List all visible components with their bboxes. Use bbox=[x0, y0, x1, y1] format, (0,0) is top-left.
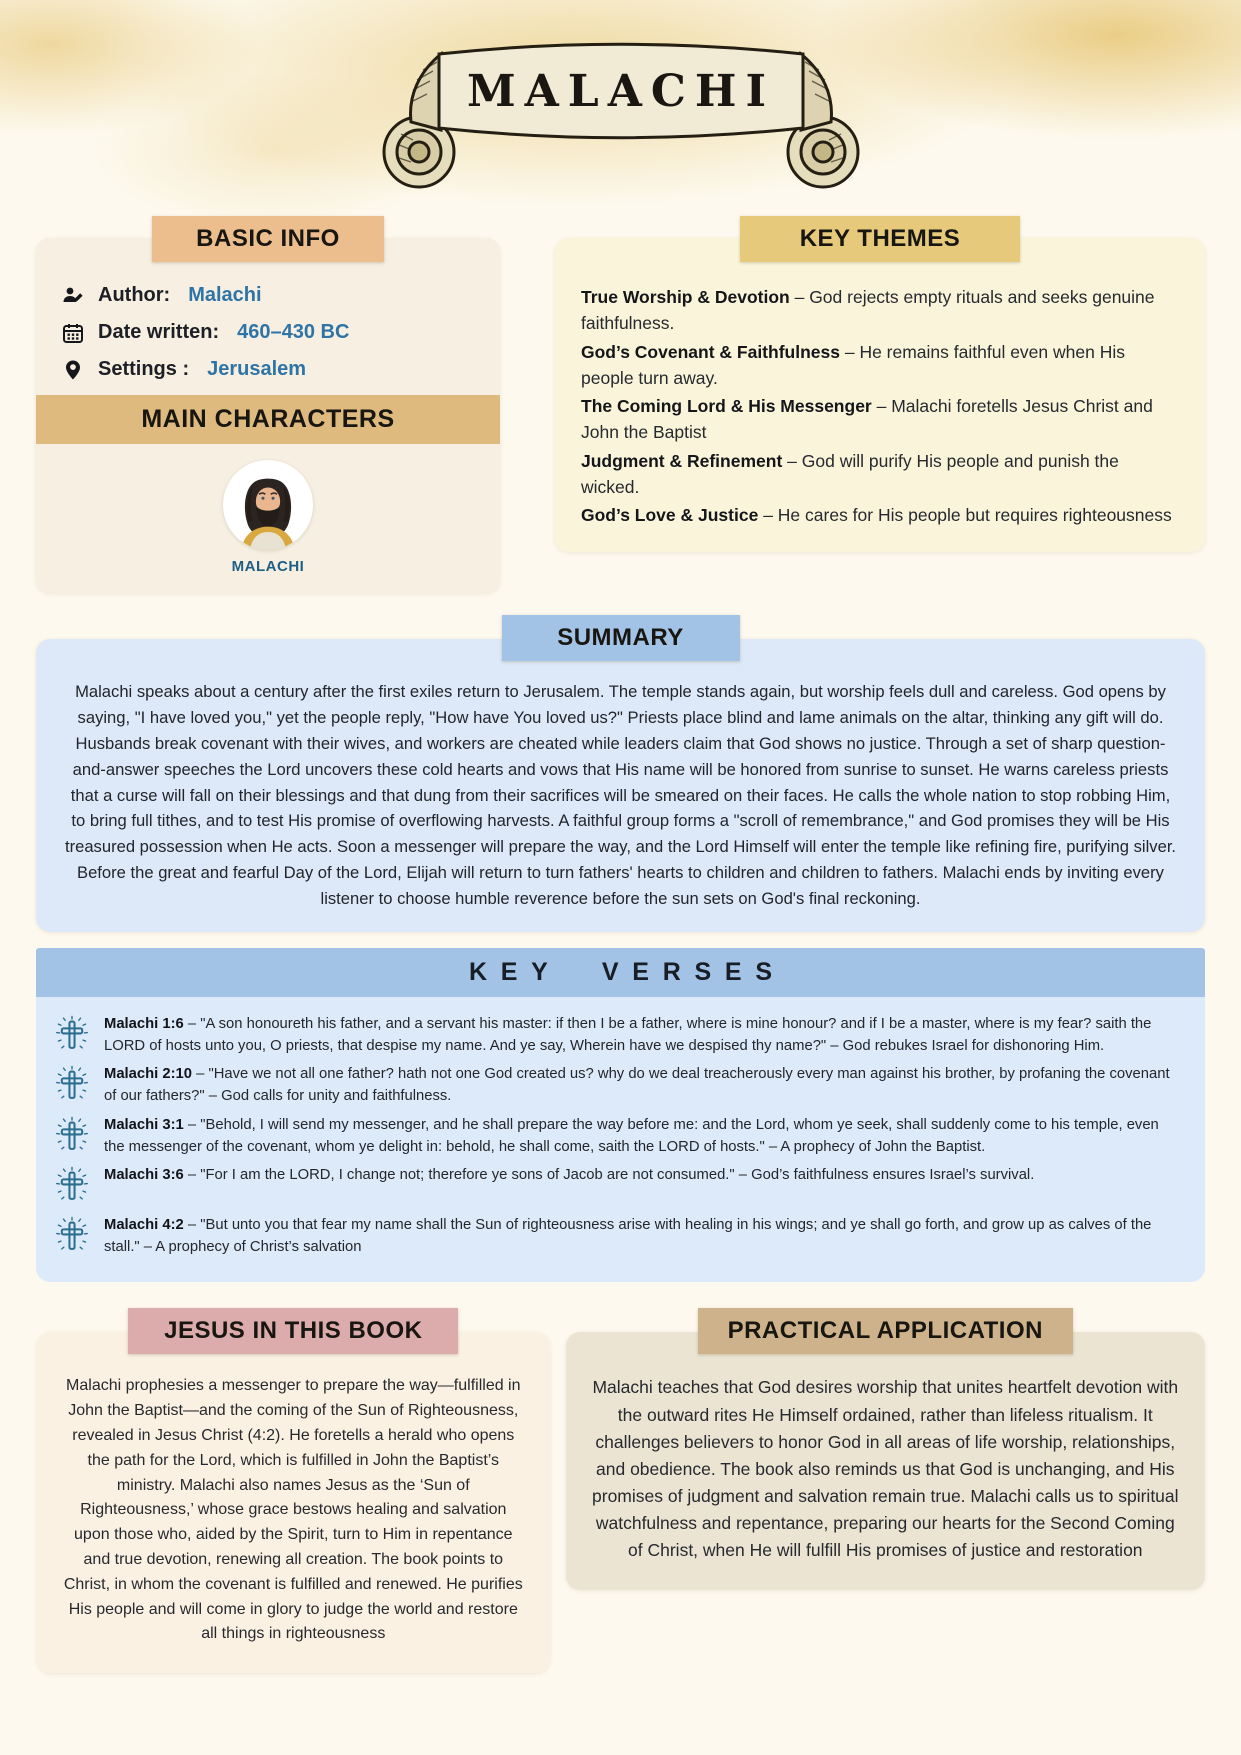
date-row bbox=[62, 321, 474, 344]
top-row bbox=[0, 198, 1241, 593]
verse-ref: Malachi 4:2 bbox=[104, 1217, 184, 1233]
verse-ref: Malachi 3:1 bbox=[104, 1116, 184, 1133]
banner-title: MALACHI bbox=[466, 66, 775, 117]
theme-item bbox=[581, 393, 1179, 446]
verse-item bbox=[50, 1063, 1183, 1107]
verse-item bbox=[50, 1013, 1183, 1057]
theme-item bbox=[581, 448, 1179, 501]
key-themes-panel bbox=[555, 238, 1205, 552]
left-column bbox=[36, 216, 500, 593]
settings-label: Settings : bbox=[98, 358, 190, 380]
summary-panel bbox=[36, 639, 1205, 932]
theme-description: – He cares for His people but requires righteousness bbox=[763, 505, 1172, 525]
verse-text: – "A son honoureth his father, and a servant his master: if then I be a father, where is mine honour? and if I be a master, where is my fear? saith the LORD of hosts unto you, O priests, that despise my name. And ye say, Wherein have we despised thy name?" – God rebukes Israel for dishonoring Him. bbox=[104, 1015, 1152, 1055]
verse-item bbox=[50, 1164, 1183, 1208]
malachi-avatar bbox=[223, 460, 313, 550]
location-icon bbox=[62, 359, 84, 381]
jesus-in-book-header: JESUS IN THIS BOOK bbox=[128, 1308, 458, 1354]
character-figure bbox=[36, 460, 500, 575]
key-verses-panel bbox=[36, 997, 1205, 1283]
theme-item bbox=[581, 502, 1179, 528]
author-row bbox=[62, 284, 474, 307]
main-characters-header: MAIN CHARACTERS bbox=[36, 395, 500, 444]
theme-item bbox=[581, 284, 1179, 337]
theme-description: – God rejects empty rituals and seeks genuine faithfulness. bbox=[581, 287, 1155, 334]
summary-section bbox=[0, 615, 1241, 932]
date-value: 460–430 BC bbox=[237, 321, 350, 343]
theme-description: – He remains faithful even when His people turn away. bbox=[581, 341, 1125, 388]
theme-title: God’s Love & Justice bbox=[581, 505, 759, 525]
scroll-banner-art bbox=[361, 26, 881, 198]
jesus-column bbox=[37, 1308, 550, 1673]
glowing-cross-icon bbox=[50, 1214, 94, 1258]
key-verses-header: KEY VERSES bbox=[36, 948, 1205, 997]
practical-application-header: PRACTICAL APPLICATION bbox=[698, 1308, 1073, 1354]
verse-ref: Malachi 3:6 bbox=[104, 1167, 184, 1183]
right-column bbox=[555, 216, 1205, 552]
theme-title: The Coming Lord & His Messenger bbox=[581, 396, 872, 416]
jesus-in-book-text: Malachi prophesies a messenger to prepare the way—fulfilled in John the Baptist—and the coming of the Sun of Righteousness, revealed in Jesus Christ (4:2). He foretells a herald who opens the path for the Lord, which is fulfilled in John the Baptist’s ministry. Malachi also names Jesus as the ‘Sun of Righteousness,’ whose grace bestows healing and salvation upon those who, aided by the Spirit, turn to Him in repentance and true devotion, renewing all creation. The book points to Christ, in whom the covenant is fulfilled and renewed. He purifies His people and will come in glory to judge the world and restore all things in righteousness bbox=[63, 1377, 523, 1643]
glowing-cross-icon bbox=[50, 1164, 94, 1208]
practical-column bbox=[566, 1308, 1205, 1590]
author-label: Author: bbox=[98, 284, 171, 306]
author-icon bbox=[62, 285, 84, 307]
verse-text: – "For I am the LORD, I change not; therefore ye sons of Jacob are not consumed." – God’s faithfulness ensures Israel’s survival. bbox=[187, 1167, 1035, 1183]
verse-item bbox=[50, 1114, 1183, 1158]
key-verses-section bbox=[0, 948, 1241, 1283]
summary-text: Malachi speaks about a century after the first exiles return to Jerusalem. The temple stands again, but worship feels dull and careless. God opens by saying, "I have loved you," yet the people reply, "How have You loved us?" Priests place blind and lame animals on the altar, thinking any gift will do. Husbands break covenant with their wives, and workers are cheated while leaders claim that God shows no justice. Through a set of sharp question-and-answer speeches the Lord uncovers these cold hearts and vows that His name will be honored from sunrise to sunset. He warns careless priests that a curse will fall on their blessings and that dung from their sacrifices will be smeared on their faces. He calls the whole nation to stop robbing Him, to bring full tithes, and to test His promise of overflowing harvests. A faithful group forms a "scroll of remembrance," and God promises they will be His treasured possession when He acts. Soon a messenger will prepare the way, and the Lord Himself will enter the temple like refining fire, purifying silver. Before the great and fearful Day of the Lord, Elijah will return to turn fathers' hearts to children and children to fathers. Malachi ends by inviting every listener to choose humble reverence before the sun sets on God's final reckoning. bbox=[64, 682, 1177, 908]
settings-value: Jerusalem bbox=[207, 358, 307, 380]
basic-info-panel bbox=[36, 238, 500, 593]
theme-item bbox=[581, 339, 1179, 392]
scroll-banner bbox=[0, 0, 1241, 198]
basic-info-header: BASIC INFO bbox=[152, 216, 384, 262]
glowing-cross-icon bbox=[50, 1114, 94, 1158]
practical-application-panel bbox=[566, 1332, 1205, 1590]
bottom-row bbox=[0, 1282, 1241, 1673]
practical-application-text: Malachi teaches that God desires worship that unites heartfelt devotion with the outward rites He Himself ordained, rather than lifeless ritualism. It challenges believers to honor God in all areas of life worship, relationships, and obedience. The book also reminds us that God is unchanging, and His promises of judgment and salvation remain true. Malachi calls us to spiritual watchfulness and repentance, preparing our hearts for the Second Coming of Christ, when He will fulfill His promises of justice and restoration bbox=[592, 1377, 1179, 1561]
verse-ref: Malachi 1:6 bbox=[104, 1015, 184, 1032]
verse-ref: Malachi 2:10 bbox=[104, 1066, 193, 1083]
verse-item bbox=[50, 1214, 1183, 1258]
summary-header: SUMMARY bbox=[502, 615, 740, 661]
calendar-icon bbox=[62, 322, 84, 344]
date-label: Date written: bbox=[98, 321, 220, 343]
jesus-in-book-panel bbox=[37, 1332, 550, 1673]
theme-title: True Worship & Devotion bbox=[581, 287, 790, 307]
character-name: MALACHI bbox=[231, 558, 305, 575]
author-value: Malachi bbox=[188, 284, 262, 306]
settings-row bbox=[62, 358, 474, 381]
theme-description: – God will purify His people and punish the wicked. bbox=[581, 450, 1119, 497]
theme-title: God’s Covenant & Faithfulness bbox=[581, 341, 840, 362]
glowing-cross-icon bbox=[50, 1063, 94, 1107]
verse-text: – "Have we not all one father? hath not one God created us? why do we deal treacherously every man against his brother, by profaning the covenant of our fathers?" – God calls for unity and faithfulness. bbox=[104, 1066, 1170, 1105]
glowing-cross-icon bbox=[50, 1013, 94, 1057]
verse-text: – "Behold, I will send my messenger, and he shall prepare the way before me: and the Lord, whom ye seek, shall suddenly come to his temple, even the messenger of the covenant, whom ye delight in: behold, he shall come, saith the LORD of hosts." – A prophecy of John the Baptist. bbox=[104, 1116, 1159, 1155]
key-themes-header: KEY THEMES bbox=[740, 216, 1020, 262]
theme-description: – Malachi foretells Jesus Christ and John the Baptist bbox=[581, 396, 1153, 443]
theme-title: Judgment & Refinement bbox=[581, 450, 783, 471]
verse-text: – "But unto you that fear my name shall the Sun of righteousness arise with healing in his wings; and ye shall go forth, and grow up as calves of the stall." – A prophecy of Christ’s salvation bbox=[104, 1217, 1152, 1256]
